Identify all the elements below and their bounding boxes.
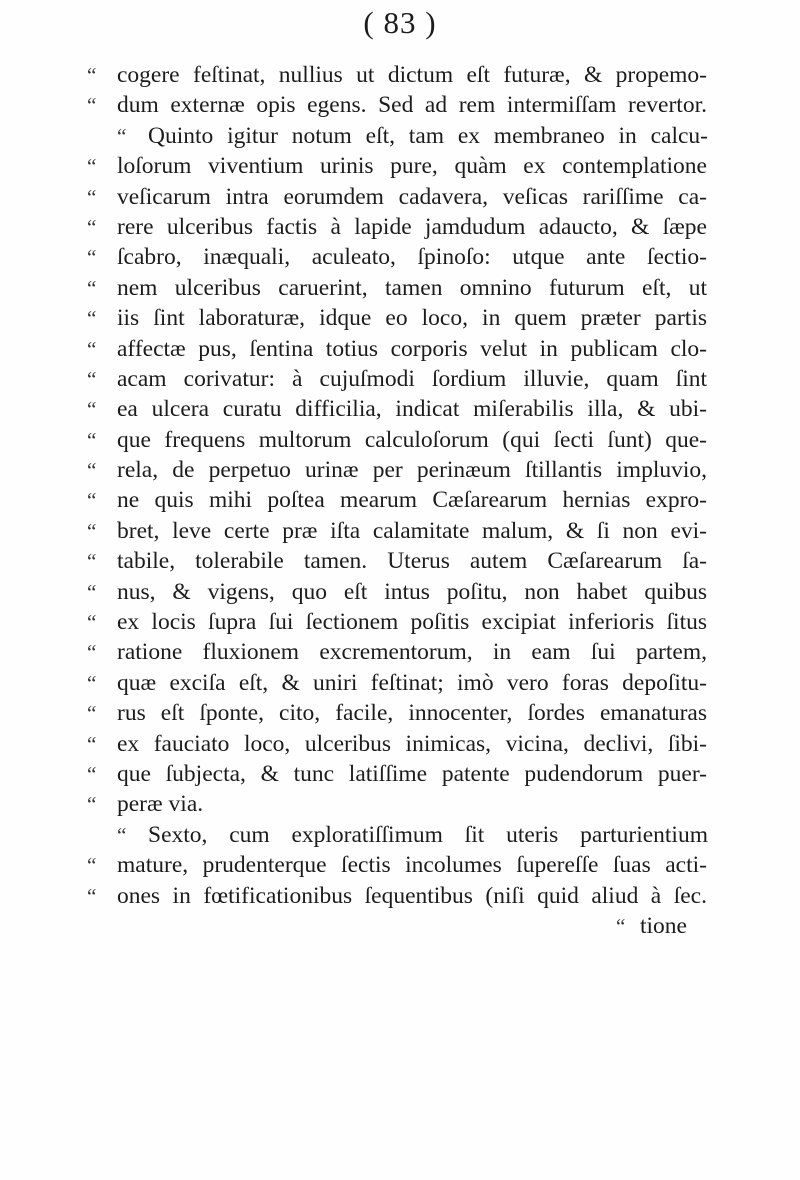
text-line [0, 729, 800, 759]
quote-mark: “ [87, 154, 97, 179]
quote-mark: “ [87, 853, 97, 878]
line-text: veſicarum intra eorumdem cadavera, veſicas rariſſime ca- [117, 183, 707, 210]
text-line [0, 212, 800, 242]
catchword: tione [640, 912, 687, 939]
quote-mark: “ [87, 549, 97, 574]
quote-mark: “ [87, 63, 97, 87]
text-line [0, 151, 800, 181]
quote-mark: “ [87, 670, 97, 695]
quote-mark: “ [117, 123, 127, 148]
quote-mark: “ [87, 93, 97, 118]
text-line [0, 394, 800, 424]
text-line [0, 850, 800, 880]
quote-mark: “ [87, 336, 97, 361]
line-text: acam corivatur: à cujuſmodi ſordium illuvie, quam ſint [117, 365, 707, 392]
quote-mark: “ [87, 518, 97, 543]
text-line [0, 303, 800, 333]
line-text: nem ulceribus caruerint, tamen omnino futurum eſt, ut [117, 274, 707, 301]
line-text: que ſubjecta, & tunc latiſſime patente pudendorum puer- [117, 760, 707, 787]
line-text: Quinto igitur notum eſt, tam ex membraneo in calcu- [148, 122, 708, 149]
quote-mark: “ [87, 214, 97, 239]
text-line [0, 485, 800, 515]
line-text: ex locis ſupra ſui ſectionem poſitis excipiat inferioris ſitus [117, 609, 707, 636]
quote-mark: “ [616, 913, 626, 938]
quote-mark: “ [87, 579, 97, 604]
quote-mark: “ [87, 184, 97, 209]
line-text: tabile, tolerabile tamen. Uterus autem Cæſarearum ſa- [117, 548, 707, 575]
line-text: iis ſint laboraturæ, idque eo loco, in quem præter partis [117, 305, 707, 332]
line-text: ratione fluxionem excrementorum, in eam ſui partem, [117, 639, 707, 666]
line-text: ſcabro, inæquali, aculeato, ſpinoſo: utque ante ſectio- [117, 244, 707, 271]
quote-mark: “ [87, 275, 97, 300]
text-line [0, 60, 800, 90]
text-line [0, 334, 800, 364]
text-line [0, 881, 800, 911]
text-line [0, 364, 800, 394]
line-text: rus eſt ſponte, cito, facile, innocenter, ſordes emanaturas [117, 700, 707, 727]
quote-mark: “ [87, 792, 97, 817]
quote-mark: “ [87, 883, 97, 908]
quote-mark: “ [87, 701, 97, 726]
text-line [0, 637, 800, 667]
line-text: ne quis mihi poſtea mearum Cæſarearum hernias expro- [117, 487, 707, 514]
text-line [0, 577, 800, 607]
catchword-line [0, 911, 800, 941]
text-line [0, 546, 800, 576]
text-line [0, 455, 800, 485]
text-line [0, 516, 800, 546]
quote-mark: “ [87, 366, 97, 391]
text-line [0, 759, 800, 789]
quote-mark: “ [87, 245, 97, 270]
text-line [0, 607, 800, 637]
quote-mark: “ [87, 306, 97, 331]
line-text: ea ulcera curatu difficilia, indicat miſerabilis illa, & ubi- [117, 396, 707, 423]
quote-mark: “ [87, 731, 97, 756]
text-line [0, 242, 800, 272]
line-text: ex fauciato loco, ulceribus inimicas, vicina, declivi, ſibi- [117, 730, 707, 757]
quote-mark: “ [87, 488, 97, 513]
quote-mark: “ [87, 640, 97, 665]
text-line [0, 668, 800, 698]
quote-mark: “ [87, 397, 97, 422]
text-line [0, 273, 800, 303]
line-text: cogere feſtinat, nullius ut dictum eſt futuræ, & propemo- [117, 62, 707, 88]
quote-mark: “ [87, 458, 97, 483]
quote-mark: “ [117, 822, 127, 847]
text-line [0, 789, 800, 819]
line-text: mature, prudenterque ſectis incolumes ſupereſſe ſuas acti- [117, 852, 707, 879]
text-line [0, 90, 800, 120]
text-line [0, 698, 800, 728]
line-text: affectæ pus, ſentina totius corporis velut in publicam clo- [117, 335, 707, 362]
line-text: bret, leve certe præ iſta calamitate malum, & ſi non evi- [117, 517, 707, 544]
quote-mark: “ [87, 761, 97, 786]
line-text: quæ exciſa eſt, & uniri feſtinat; imò vero foras depoſitu- [117, 669, 707, 696]
line-text: nus, & vigens, quo eſt intus poſitu, non habet quibus [117, 578, 707, 605]
text-line [0, 820, 800, 850]
line-text: rela, de perpetuo urinæ per perinæum ſtillantis impluvio, [117, 457, 707, 484]
text-line [0, 425, 800, 455]
line-text: loſorum viventium urinis pure, quàm ex contemplatione [117, 153, 707, 180]
line-text: Sexto, cum exploratiſſimum ſit uteris parturientium [148, 821, 708, 848]
quote-mark: “ [87, 610, 97, 635]
line-text: ones in fœtificationibus ſequentibus (niſi quid aliud à ſec. [117, 882, 707, 909]
quote-mark: “ [87, 427, 97, 452]
line-text: peræ via. [117, 791, 204, 818]
line-text: que frequens multorum calculoſorum (qui ſecti ſunt) que- [117, 426, 707, 453]
line-text: dum externæ opis egens. Sed ad rem intermiſſam revertor. [117, 92, 707, 119]
page-number: ( 83 ) [363, 5, 437, 40]
text-block [0, 60, 800, 941]
text-line [0, 121, 800, 151]
text-line [0, 182, 800, 212]
line-text: rere ulceribus factis à lapide jamdudum adaucto, & ſæpe [117, 213, 707, 240]
